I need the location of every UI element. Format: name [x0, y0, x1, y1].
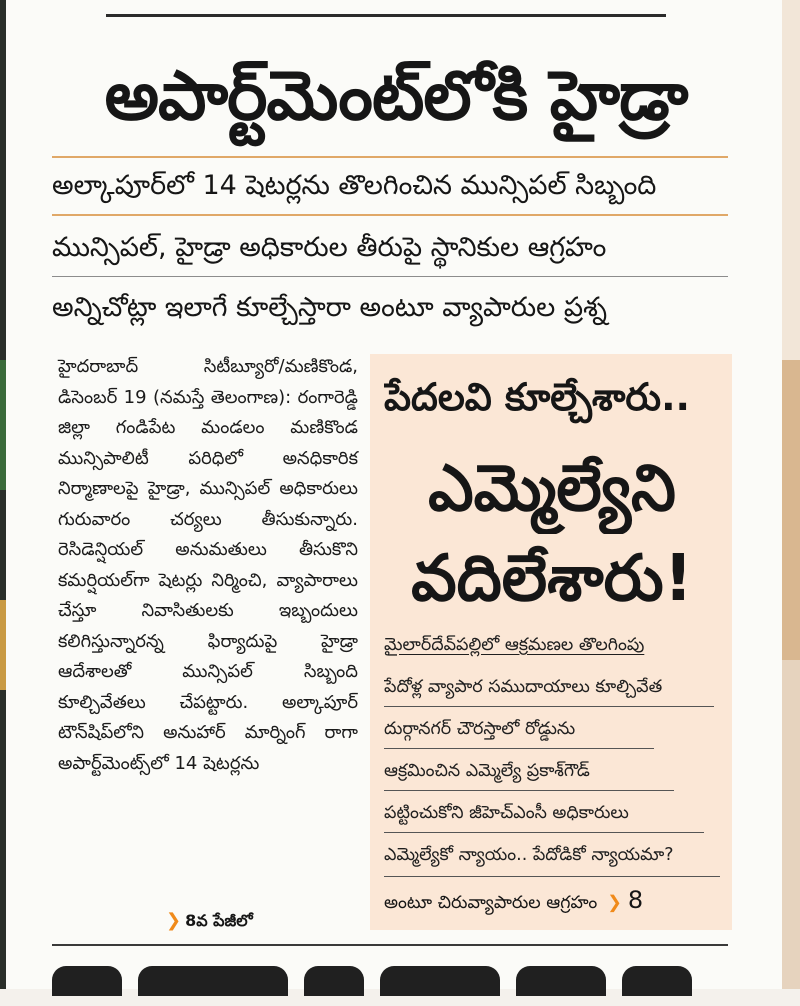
- box-divider: [384, 790, 674, 791]
- next-headline-cropped: [52, 966, 742, 1006]
- chevron-right-icon: ❯: [166, 910, 182, 931]
- sidebar-box: [370, 354, 732, 930]
- newspaper-page: [6, 0, 782, 989]
- subheadline-divider: [52, 214, 728, 216]
- box-line-5: పట్టించుకోని జీహెచ్‌ఎంసీ అధికారులు: [384, 803, 629, 823]
- edge-band: [782, 660, 800, 989]
- box-line-1: మైలార్‌దేవ్‌పల్లిలో ఆక్రమణల తొలగింపు: [384, 635, 645, 655]
- headline: అపార్ట్‌మెంట్‌లోకి హైడ్రా: [104, 57, 688, 136]
- article-column: [58, 352, 358, 779]
- chevron-right-icon: ❯: [607, 893, 622, 913]
- box-title: పేదలవి కూల్చేశారు..: [384, 375, 690, 419]
- box-divider: [384, 876, 720, 877]
- continued-on-page: [166, 910, 253, 934]
- page-edge-right: [782, 0, 800, 989]
- subheadline-3: అన్నిచోట్లా ఇలాగే కూల్చేస్తారా అంటూ వ్యాపారుల ప్రశ్న: [52, 292, 607, 323]
- top-rule: [106, 14, 666, 17]
- box-divider: [384, 748, 654, 749]
- article-body: హైదరాబాద్ సిటీబ్యూరో/మణికొండ, డిసెంబర్ 19 (నమస్తే తెలంగాణ): రంగారెడ్డి జిల్లా గండిపేట మండలం మణికొండ మున్సిపాలిటీ పరిధిలో అనధికారిక నిర్మాణాలపై హైడ్రా, మున్సిపల్ అధికారులు గురువారం చర్యలు తీసుకున్నారు. రెసిడెన్షియల్ అనుమతులు తీసుకొని కమర్షియల్‌గా షెటర్లు నిర్మించి, వ్యాపారాలు చేస్తూ నివాసితులకు ఇబ్బందులు కలిగిస్తున్నారన్న ఫిర్యాదుపై హైడ్రా ఆదేశాలతో మున్సిపల్ సిబ్బంది కూల్చివేతలు చేపట్టారు. అల్కాపూర్ టౌన్‌షిప్‌లోని అనుహార్ మార్నింగ్ రాగా అపార్ట్‌మెంట్స్‌లో 14 షెటర్లను: [58, 356, 358, 774]
- box-line-4: ఆక్రమించిన ఎమ్మెల్యే ప్రకాశ్‌గౌడ్: [384, 761, 590, 781]
- subheadline-2: మున్సిపల్, హైడ్రా అధికారుల తీరుపై స్థానికుల ఆగ్రహం: [52, 232, 607, 263]
- box-line-2: పేదోళ్ల వ్యాపార సముదాయాలు కూల్చివేత: [384, 677, 663, 697]
- box-divider: [384, 832, 704, 833]
- subheadline-divider: [52, 276, 728, 277]
- page-reference: 8: [627, 886, 644, 914]
- box-headline-line-1: ఎమ్మెల్యేని: [428, 452, 676, 526]
- box-divider: [384, 706, 714, 707]
- subheadline-1: అల్కాపూర్‌లో 14 షెటర్లను తొలగించిన మున్సిపల్ సిబ్బంది: [52, 170, 657, 201]
- continued-label: 8వ పేజీలో: [185, 911, 253, 930]
- box-last-line: [384, 882, 724, 918]
- box-line-3: దుర్గానగర్ చౌరస్తాలో రోడ్డును: [384, 719, 576, 739]
- box-line-6: ఎమ్మెల్యేకో న్యాయం.. పేదోడికో న్యాయమా?: [384, 845, 674, 865]
- edge-band: [782, 360, 800, 660]
- box-headline-line-2: వదిలేశారు!: [411, 542, 693, 616]
- bottom-rule: [52, 944, 728, 946]
- edge-band: [782, 0, 800, 360]
- box-last-text: అంటూ చిరువ్యాపారుల ఆగ్రహం: [384, 893, 598, 913]
- subheadline-divider: [52, 156, 728, 158]
